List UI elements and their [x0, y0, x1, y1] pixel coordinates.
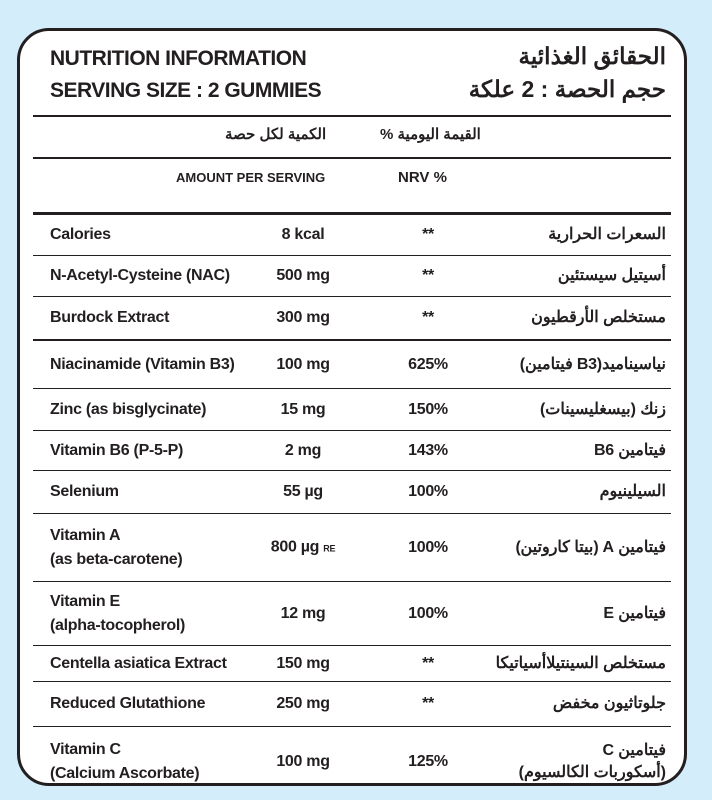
nutrient-row — [33, 256, 671, 297]
nutrient-name-en: Selenium — [50, 483, 119, 500]
nutrient-name-ar: فيتامين B6 — [593, 441, 666, 459]
nutrient-nrv: ** — [422, 695, 434, 712]
nutrient-name-ar: السيلينيوم — [599, 483, 666, 500]
title-ar: الحقائق الغذائية — [518, 43, 666, 69]
nutrient-amount: 8 kcal — [281, 225, 325, 243]
nutrient-name-en: Vitamin E (alpha-tocopherol) — [50, 592, 186, 634]
nutrient-name-ar: السعرات الحرارية — [548, 225, 666, 243]
nutrient-nrv: 100% — [408, 483, 448, 500]
nutrient-name-ar: مستخلص الأرقطيون — [531, 309, 666, 326]
nutrient-name-en: Niacinamide (Vitamin B3) — [50, 355, 235, 373]
nutrient-amount: 150 mg — [276, 654, 330, 672]
nutrient-nrv: ** — [422, 309, 434, 326]
nutrient-name-ar: أسيتيل سيستئين — [557, 267, 666, 284]
nutrient-row — [33, 471, 671, 514]
nutrient-amount: 100 mg — [276, 753, 330, 770]
divider — [33, 115, 671, 117]
nutrient-row — [33, 646, 671, 682]
nutrient-name-en: Reduced Glutathione — [50, 695, 206, 712]
amount-suffix: RE — [323, 543, 336, 553]
nutrient-nrv: 100% — [408, 538, 448, 556]
nutrient-row — [33, 682, 671, 727]
nutrient-name-en: Calories — [50, 225, 111, 243]
nutrient-row — [33, 514, 671, 582]
nutrition-label — [17, 28, 687, 786]
nutrient-nrv: 150% — [408, 400, 448, 418]
nutrient-amount: 55 µg — [283, 483, 323, 500]
nutrient-row — [33, 431, 671, 471]
nutrient-row — [33, 214, 671, 256]
nutrient-name-en: Centella asiatica Extract — [50, 654, 227, 672]
nutrient-amount: 12 mg — [280, 604, 326, 622]
nutrient-name-en: Vitamin C (Calcium Ascorbate) — [50, 741, 200, 782]
nutrient-name-ar: نياسيناميد(B3 فيتامين) — [519, 355, 666, 373]
nutrient-amount: 100 mg — [276, 355, 330, 373]
nutrient-name-en: N-Acetyl-Cysteine (NAC) — [50, 267, 230, 284]
amount-header-ar: الكمية لكل حصة — [225, 126, 327, 143]
nutrient-row — [33, 727, 671, 786]
label-header — [20, 31, 684, 158]
nutrient-name-en: Vitamin A (as beta-carotene) — [50, 526, 183, 568]
nutrient-name-ar: زنك (بيسغليسينات) — [539, 400, 666, 418]
nutrient-amount: 250 mg — [276, 695, 330, 712]
nutrient-amount: 15 mg — [280, 400, 326, 418]
title-en: NUTRITION INFORMATION — [50, 47, 307, 70]
serving-size-ar: حجم الحصة : 2 علكة — [468, 76, 666, 102]
nutrient-table — [20, 214, 684, 786]
nutrient-name-en: Burdock Extract — [50, 309, 170, 326]
nutrient-amount: 300 mg — [276, 309, 330, 326]
nutrient-nrv: 100% — [408, 604, 448, 622]
nutrient-nrv: 143% — [408, 441, 448, 459]
nutrient-nrv: 125% — [408, 753, 448, 770]
nutrient-name-ar: فيتامين E — [603, 604, 666, 622]
nutrient-nrv: ** — [422, 225, 434, 243]
nrv-header-en: NRV % — [398, 169, 447, 186]
nutrient-row — [33, 389, 671, 431]
nutrient-row — [33, 341, 671, 389]
nutrient-name-ar: جلوتاثيون مخفض — [552, 695, 666, 712]
nutrient-row — [33, 297, 671, 341]
nutrient-name-en: Vitamin B6 (P-5-P) — [50, 441, 183, 459]
divider — [33, 157, 671, 159]
nutrient-name-en: Zinc (as bisglycinate) — [50, 400, 207, 418]
nutrient-name-ar: مستخلص السينتيلاأسياتيكا — [495, 654, 666, 672]
nutrient-nrv: ** — [422, 267, 434, 284]
nutrient-row — [33, 582, 671, 646]
amount-header-en: AMOUNT PER SERVING — [176, 170, 326, 185]
nutrient-amount: 500 mg — [276, 267, 330, 284]
nutrient-name-ar: فيتامين A (بيتا كاروتين) — [515, 538, 666, 556]
nrv-header-ar: القيمة اليومية % — [380, 126, 481, 143]
serving-size-en: SERVING SIZE : 2 GUMMIES — [50, 79, 322, 102]
nutrient-nrv: 625% — [408, 355, 448, 373]
nutrient-name-ar: فيتامين C (أسكوربات الكالسيوم) — [518, 742, 666, 781]
nutrient-nrv: ** — [422, 654, 434, 672]
nutrient-amount: 2 mg — [284, 441, 322, 459]
nutrient-amount: 800 µg RE — [270, 538, 336, 555]
